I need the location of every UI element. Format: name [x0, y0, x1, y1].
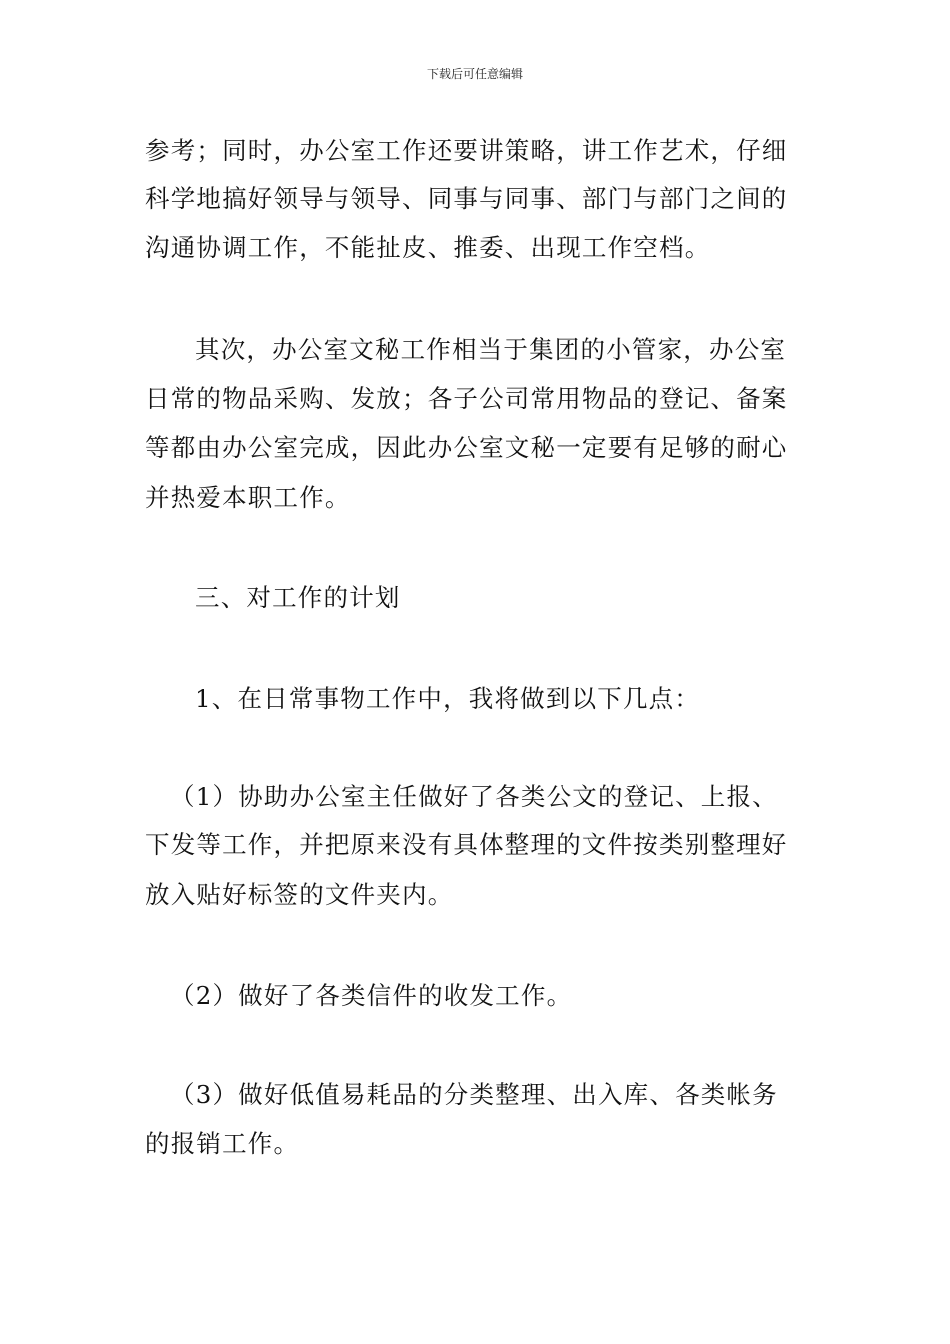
list-item-line: 下发等工作，并把原来没有具体整理的文件按类别整理好 — [145, 830, 788, 859]
list-heading: 1、在日常事物工作中，我将做到以下几点： — [195, 684, 701, 713]
paragraph-line: 日常的物品采购、发放；各子公司常用物品的登记、备案 — [145, 384, 788, 413]
paragraph-line: 科学地搞好领导与领导、同事与同事、部门与部门之间的 — [145, 184, 788, 213]
list-item-line: （3）做好低值易耗品的分类整理、出入库、各类帐务 — [170, 1080, 778, 1109]
paragraph-line: 参考；同时，办公室工作还要讲策略，讲工作艺术，仔细 — [145, 136, 788, 165]
paragraph-line: 等都由办公室完成，因此办公室文秘一定要有足够的耐心 — [145, 433, 788, 462]
section-heading: 三、对工作的计划 — [195, 583, 401, 612]
page-header-note: 下载后可任意编辑 — [426, 67, 523, 81]
paragraph-line: 其次，办公室文秘工作相当于集团的小管家，办公室 — [195, 335, 787, 364]
list-item-line: 的报销工作。 — [145, 1129, 300, 1158]
list-item-line: （1）协助办公室主任做好了各类公文的登记、上报、 — [170, 782, 778, 811]
paragraph-line: 并热爱本职工作。 — [145, 483, 351, 512]
paragraph-line: 沟通协调工作，不能扯皮、推委、出现工作空档。 — [145, 233, 711, 262]
list-item-line: 放入贴好标签的文件夹内。 — [145, 880, 454, 909]
list-item-line: （2）做好了各类信件的收发工作。 — [170, 981, 573, 1010]
